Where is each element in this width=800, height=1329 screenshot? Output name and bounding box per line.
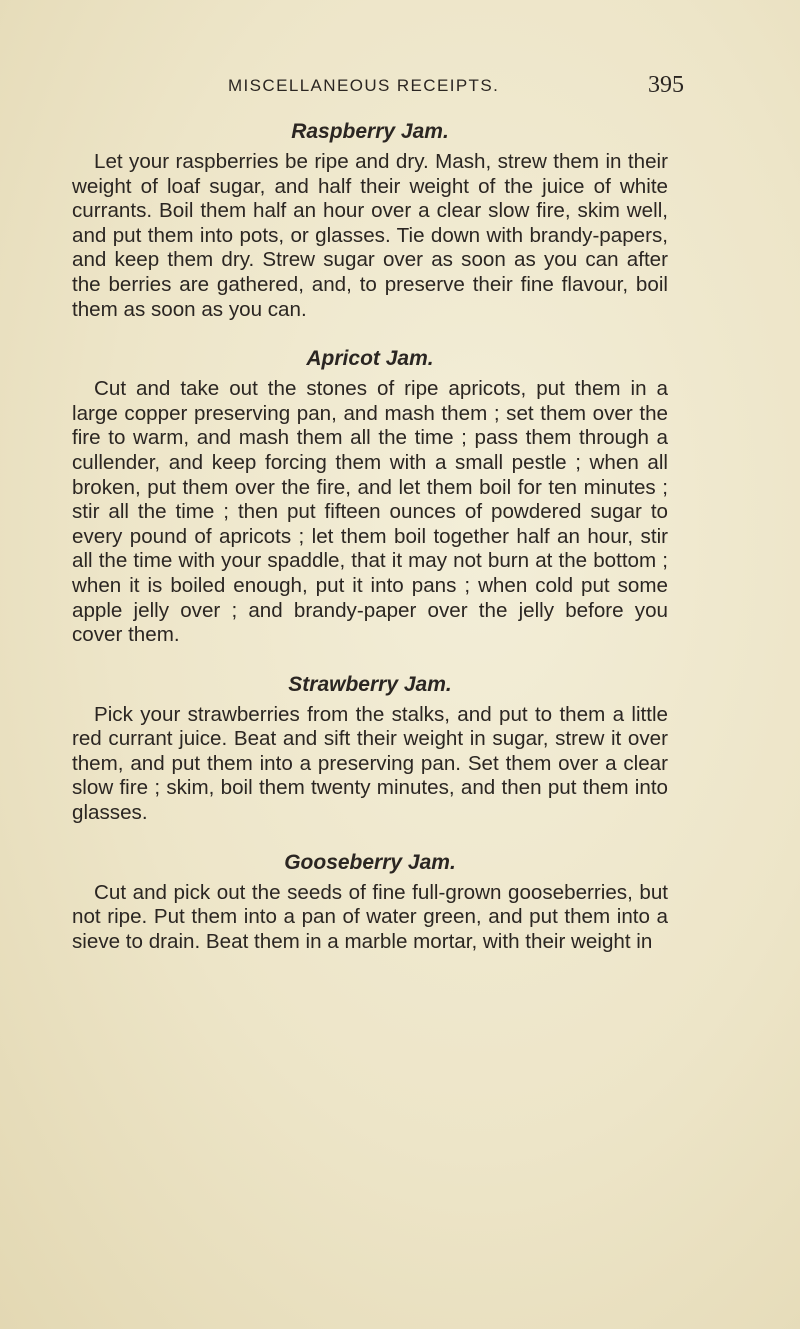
recipe-strawberry-jam [72,670,668,826]
recipe-body: Cut and take out the stones of ripe apricots, put them in a large copper preserving pan, and mash them ; set them over the fire to warm, and mash them all the time ; pass them through a cullender, and keep forcing them with a small pestle ; when all broken, put them over the fire, and let them boil for ten minutes ; stir all the time ; then put fifteen ounces of powdered sugar to every pound of apricots ; let them boil together half an hour, stir all the time with your spaddle, that it may not burn at the bottom ; when it is boiled enough, put it into pans ; when cold put some apple jelly over ; and brandy-paper over the jelly before you cover them. [72,377,668,647]
recipe-title: Raspberry Jam. [291,120,449,143]
page-header [0,72,800,106]
recipe-raspberry-jam [72,117,668,322]
recipe-apricot-jam [72,344,668,648]
recipe-body: Cut and pick out the seeds of fine full-grown gooseberries, but not ripe. Put them into a pan of water green, and put them into a sieve to drain. Beat them in a marble mortar, with their weight in [72,880,668,953]
recipe-body: Let your raspberries be ripe and dry. Mash, strew them in their weight of loaf sugar, and half their weight of the juice of white currants. Boil them half an hour over a clear slow fire, skim well, and put them into pots, or glasses. Tie down with brandy-papers, and keep them dry. Strew sugar over as soon as you can after the berries are gathered, and, to preserve their fine flavour, boil them as soon as you can. [72,150,668,321]
recipe-title: Apricot Jam. [306,347,434,371]
recipe-title: Strawberry Jam. [288,672,452,696]
recipe-title: Gooseberry Jam. [284,850,456,874]
page-content [72,117,668,954]
recipe-gooseberry-jam [72,848,668,955]
page-number: 395 [648,72,684,98]
running-head: MISCELLANEOUS RECEIPTS. [228,76,500,95]
recipe-body: Pick your strawberries from the stalks, and put to them a little red currant juice. Beat and sift their weight in sugar, strew it over them, and put them into a preserving pan. Set them over a clear slow fire ; skim, boil them twenty minutes, and then put them into glasses. [72,702,668,825]
